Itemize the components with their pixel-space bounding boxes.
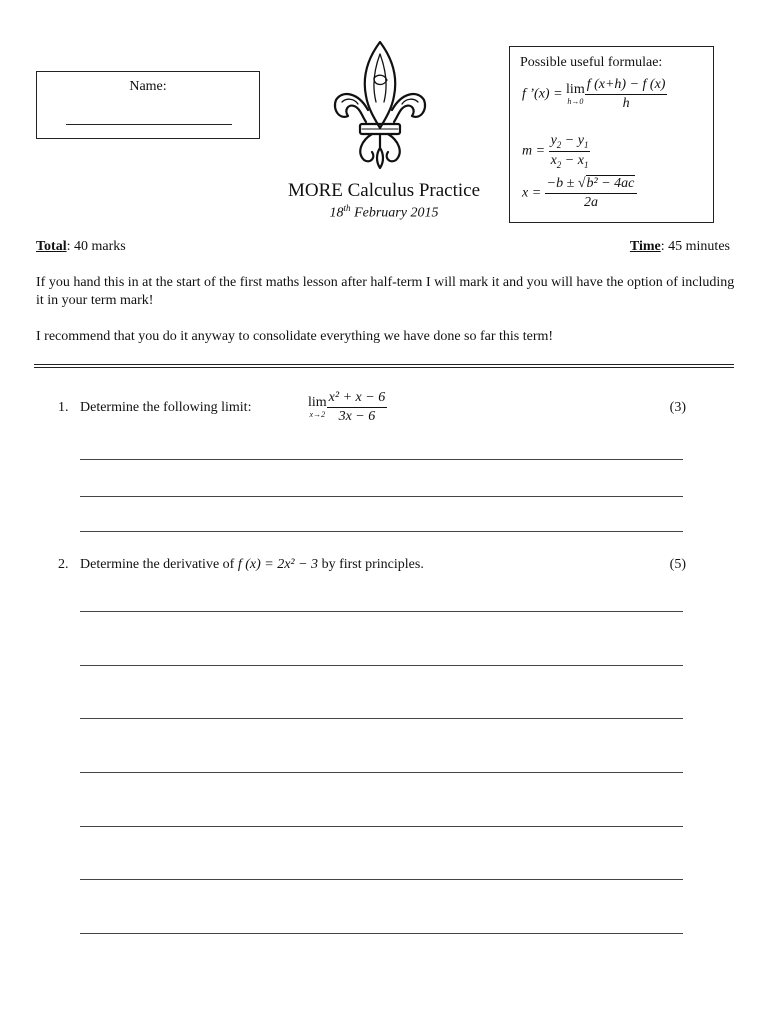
q2-text-before: Determine the derivative of <box>80 557 238 572</box>
time-allowed <box>630 239 730 255</box>
answer-line[interactable] <box>80 665 683 666</box>
divider-top <box>34 364 734 365</box>
answer-line[interactable] <box>80 879 683 880</box>
quadratic-radicand: b² − 4ac <box>586 176 635 191</box>
lim-text: lim <box>566 82 585 97</box>
time-label: Time <box>629 239 661 254</box>
quadratic-num-pre: −b ± <box>546 176 578 191</box>
page-title: MORE Calculus Practice <box>287 180 481 201</box>
answer-line[interactable] <box>80 718 683 719</box>
formula-quadratic <box>522 176 637 211</box>
sqrt-icon: √ <box>577 176 586 191</box>
q2-expression: f (x) = 2x² − 3 <box>237 557 319 572</box>
gradient-lhs: m = <box>522 143 549 159</box>
formula-gradient <box>522 133 590 170</box>
fleur-de-lis-logo <box>332 40 428 170</box>
answer-line[interactable] <box>80 933 683 934</box>
derivative-numerator: f (x+h) − f (x) <box>585 77 668 95</box>
answer-line[interactable] <box>80 826 683 827</box>
recommend-paragraph: I recommend that you do it anyway to consolidate everything we have done so far this term! <box>36 329 554 344</box>
answer-line[interactable] <box>80 611 683 612</box>
date-rest: February 2015 <box>350 205 439 221</box>
gradient-numerator: $y_2 - y_1$ <box>550 133 589 150</box>
q1-lim-sub: x→2 <box>309 410 326 419</box>
q2-text-after: by first principles. <box>318 557 424 572</box>
date-suffix: th <box>343 203 351 213</box>
gradient-denominator: $x_2 - x_1$ <box>550 152 589 170</box>
intro-paragraph: If you hand this in at the start of the first maths lesson after half-term I will mark it and you will have the option of including it in your term mark! <box>36 275 735 308</box>
answer-line[interactable] <box>80 531 683 532</box>
derivative-lhs: f ’(x) = <box>522 86 567 102</box>
question-2-number: 2. <box>58 557 69 572</box>
formula-box <box>509 46 714 223</box>
quadratic-denominator: 2a <box>584 195 599 210</box>
q1-denominator: 3x − 6 <box>338 409 376 424</box>
question-1-number: 1. <box>58 400 69 415</box>
name-label: Name: <box>129 79 167 94</box>
total-value: : 40 marks <box>66 239 126 254</box>
divider-bottom <box>34 367 734 368</box>
lim-sub: h→0 <box>567 97 584 106</box>
answer-line[interactable] <box>80 459 683 460</box>
answer-line[interactable] <box>80 496 683 497</box>
question-1-expression <box>308 390 387 425</box>
quadratic-lhs: x = <box>522 185 545 201</box>
quadratic-numerator <box>545 176 638 194</box>
question-2-text <box>80 557 424 573</box>
q1-fraction <box>327 390 388 425</box>
formula-derivative <box>522 77 667 112</box>
formula-box-title: Possible useful formulae: <box>520 55 663 70</box>
question-1-marks: (3) <box>669 400 686 415</box>
answer-line[interactable] <box>80 772 683 773</box>
q1-limit <box>308 396 327 419</box>
date <box>250 203 518 222</box>
q1-lim-text: lim <box>308 395 327 410</box>
q1-numerator: x² + x − 6 <box>327 390 388 408</box>
time-value: : 45 minutes <box>660 239 730 254</box>
question-1-text: Determine the following limit: <box>80 400 252 415</box>
derivative-fraction <box>585 77 668 112</box>
quadratic-fraction <box>545 176 638 211</box>
total-label: Total <box>36 239 67 254</box>
gradient-fraction <box>549 133 591 170</box>
name-field[interactable] <box>66 124 232 125</box>
total-marks <box>36 239 126 255</box>
derivative-denominator: h <box>622 96 630 111</box>
derivative-limit <box>566 83 585 106</box>
question-2-marks: (5) <box>669 557 686 572</box>
date-day: 18 <box>329 205 344 221</box>
name-box <box>36 71 260 139</box>
